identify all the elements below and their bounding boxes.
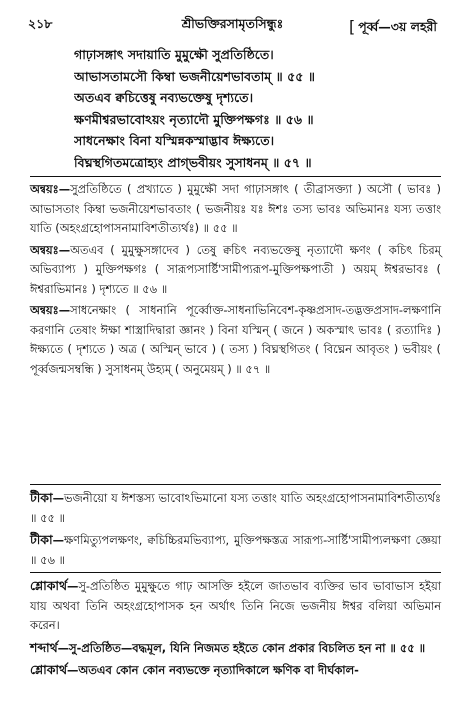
label-separator: —	[52, 491, 64, 505]
bengali-commentary	[30, 576, 441, 683]
label-separator: —	[58, 182, 71, 196]
label-separator: —	[57, 640, 70, 655]
verse-line: অতএব ক্বচিত্তেষু নব্যভক্তেষু দৃশ্যতে।	[74, 90, 254, 105]
tika-section	[30, 488, 441, 572]
tika-label: টীকা	[30, 490, 53, 505]
label-separator: —	[52, 533, 64, 547]
commentary-text: অতএব কোন কোন নব্যভক্তে নৃত্যাদিকালে ক্ষণিক বা দীর্ঘকাল-	[78, 663, 359, 677]
anvaya-section	[30, 180, 441, 381]
page-number: ২১৮	[28, 16, 53, 31]
anvaya-paragraph	[30, 241, 441, 300]
shlokartha-label: শ্লোকার্থ	[30, 578, 67, 593]
book-title: শ্রীভক্তিরসামৃতসিন্ধুঃ	[181, 16, 284, 31]
label-separator: —	[67, 663, 79, 677]
label-separator: —	[58, 242, 71, 257]
anvaya-paragraph	[30, 180, 441, 239]
tika-paragraph	[30, 488, 441, 528]
shlokartha-label: শ্লোকার্থ	[30, 662, 67, 677]
shabdartha-label: শব্দার্থ	[30, 639, 58, 655]
verse-line: সাধনেক্ষাং বিনা যস্মিন্নকস্মাদ্ভাব ঈক্ষ্যতে।	[74, 133, 275, 148]
anvaya-text: সুপ্রতিষ্ঠিতে ( প্রখ্যাতে ) মুমুক্ষৌ সদা গাঢ়াসঙ্গাৎ ( তীব্রাসক্ত্যা ) অসৌ ( ভাবঃ ) আভাসতাং কিম্বা ভজনীয়েশভাবতাং ( ভজনীয়ঃ যঃ ঈশঃ তস্য ভাবঃ অভিমানঃ যস্য তত্তাং যাতি (অহংগ্রহোপাসনামাবিশতীত্যর্থঃ) ॥ ৫৫ ॥	[30, 182, 441, 235]
commentary-paragraph	[30, 660, 441, 681]
verse-line: ক্ষণমীশ্বরভাবোঽয়ং নৃত্যাদৌ মুক্তিপক্ষগঃ ॥ ৫৬ ॥	[74, 111, 314, 127]
tika-paragraph	[30, 530, 441, 570]
anvaya-paragraph	[30, 301, 441, 379]
tika-text: ক্ষণমিত্যুপলক্ষণং, ক্বচিচ্চিরমভিব্যাপ্য, মুক্তিপক্ষস্তত্র সারূপ্য-সার্ষ্টি'সামীপ্যলক্ষণা জ্ঞেয়া ॥ ৫৬ ॥	[30, 533, 441, 567]
chapter-text: পূর্ব্ব—৩য় লহরী	[358, 19, 437, 34]
label-separator: —	[67, 579, 79, 593]
chapter-label	[349, 16, 437, 39]
sanskrit-verses	[74, 44, 441, 173]
commentary-paragraph	[30, 638, 441, 659]
section-divider	[30, 484, 441, 485]
anvaya-text: সাধনেক্ষাং ( সাধনানি পূর্ব্বোক্ত-সাধনাভিনিবেশ-কৃষ্ণপ্রসাদ-তদ্ভক্তপ্রসাদ-লক্ষণানি করণানি তেষাং ঈক্ষা শাস্ত্রাদিদ্বারা জ্ঞানং ) বিনা যস্মিন্ ( জনে ) অকস্মাৎ ভাবঃ ( রত্যাদিঃ ) ঈক্ষ্যতে ( দৃশ্যতে ) অত্র ( অস্মিন্ ভাবে ) ( তস্য ) বিঘ্নস্থগিতং ( বিঘ্নেন আবৃতং ) ভবীয়ং ( পূর্ব্বজন্মসম্বন্ধি ) সুসাধনম্ উহ্যম্ ( অনুমেয়ম্ ) ॥ ৫৭ ॥	[30, 303, 441, 376]
verse-line: বিঘ্নস্থগিতমত্রোহ্যং প্রাগ্ভবীয়ং সুসাধনম্ ॥ ৫৭ ॥	[74, 154, 312, 170]
label-separator: —	[58, 303, 71, 317]
tika-label: টীকা	[30, 532, 53, 547]
chapter-bracket: [	[348, 17, 356, 36]
verse-line: গাঢ়াসঙ্গাৎ সদায়াতি মুমুক্ষৌ সুপ্রতিষ্ঠিতে।	[74, 47, 274, 62]
commentary-text: সু-প্রতিষ্ঠিত—বদ্ধমূল, যিনি নিজমত হইতে কোন প্রকার বিচলিত হন না ॥ ৫৫ ॥	[69, 640, 426, 655]
anvaya-text: অতএব ( মুমুক্ষুসঙ্গাদেব ) তেষু ক্বচিৎ নব্যভক্তেষু নৃত্যাদৌ ক্ষণং ( কচিৎ চিরম্ অভিব্যাপ্য ) মুক্তিপক্ষগঃ ( সারূপ্যসার্ষ্টি'সামীপ্যরূপ-মুক্তিপক্ষপাতী ) অয়ম্ ঈশ্বরভাবঃ ( ঈশ্বরাভিমানঃ ) দৃশ্যতে ॥ ৫৬ ॥	[30, 242, 441, 296]
commentary-text: সু-প্রতিষ্ঠিত মুমুক্ষুতে গাঢ় আসক্তি হইলে জাতভাব ব্যক্তির ভাব ভাবাভাস হইয়া যায় অথবা তিনি অহংগ্রহোপাসক হন অর্থাৎ তিনি নিজে ভজনীয় ঈশ্বর বলিয়া অভিমান করেন।	[30, 579, 441, 632]
anvaya-label: অন্বয়ঃ	[30, 242, 59, 257]
verse-line: আভাসতামসৌ কিম্বা ভজনীয়েশভাবতাম্ ॥ ৫৫ ॥	[74, 68, 315, 84]
anvaya-label: অন্বয়ঃ	[30, 182, 59, 196]
commentary-paragraph	[30, 576, 441, 636]
anvaya-label: অন্বয়ঃ	[30, 303, 59, 317]
section-divider	[30, 176, 441, 177]
tika-text: ভজনীয়ো য ঈশস্তস্য ভাবোঽভিমানো যস্য তত্তাং যাতি অহংগ্রহোপাসনামাবিশতীত্যর্থঃ ॥ ৫৫ ॥	[30, 491, 441, 525]
running-header	[28, 16, 437, 34]
section-divider	[30, 572, 441, 573]
